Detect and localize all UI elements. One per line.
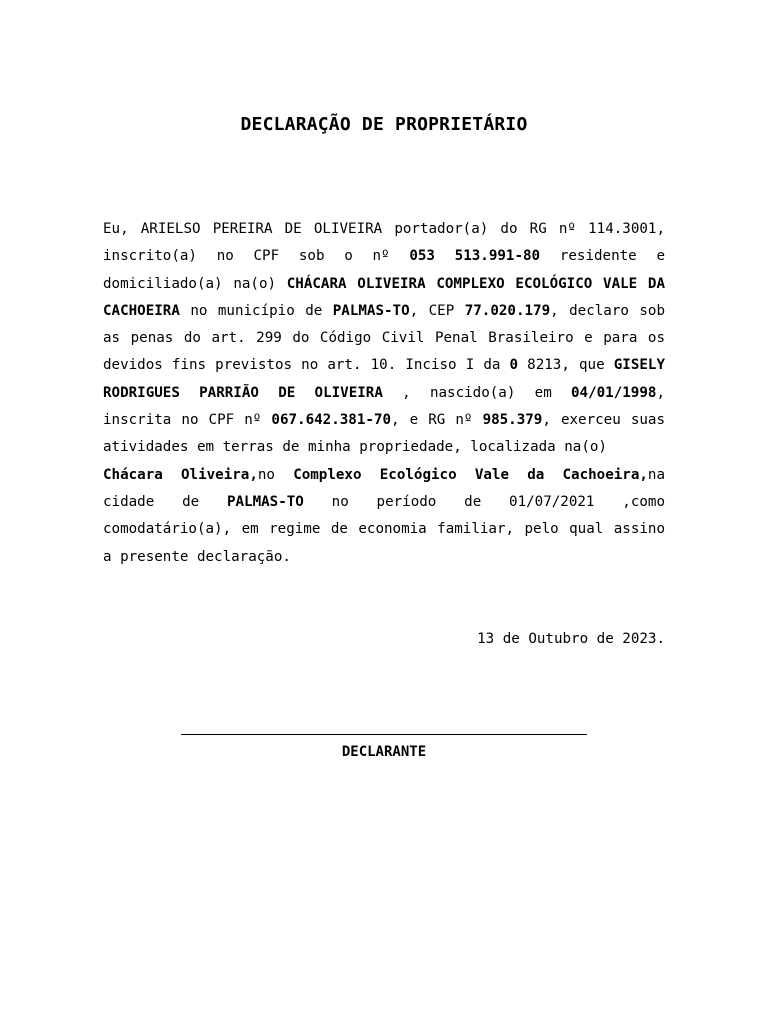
complex-name: Complexo Ecológico Vale da Cachoeira, [293, 466, 648, 483]
document-title: DECLARAÇÃO DE PROPRIETÁRIO [240, 114, 528, 135]
address: CHÁCARA OLIVEIRA COMPLEXO ECOLÓGICO VALE DA CACHOEIRA [103, 275, 666, 319]
text-segment: , e RG nº [391, 412, 483, 429]
rg-comodatario: 985.379 [482, 412, 543, 429]
cpf-declarante: 053 513.991-80 [409, 248, 541, 265]
declaration-paragraph-2 [103, 462, 665, 571]
text-segment: na cidade de [103, 466, 665, 510]
text-segment: , inscrita no CPF nº [103, 384, 665, 429]
text-segment: , declaro sob as penas do art. 299 do Código Civil Penal Brasileiro e para os devidos fins previstos no art. 10. Inciso I da [103, 302, 665, 374]
text-segment: no [257, 466, 294, 483]
postal-code: 77.020.179 [464, 302, 551, 319]
city: PALMAS-TO [226, 493, 304, 510]
law-number: 0 [509, 357, 519, 374]
text-segment: Eu, ARIELSO PEREIRA DE OLIVEIRA portador(a) do RG nº 114.3001, inscrito(a) no CPF sob o nº [103, 221, 665, 265]
municipality: PALMAS-TO [332, 302, 410, 319]
text-segment: residente e domiciliado(a) na(o) [103, 248, 665, 292]
signature-label: DECLARANTE [341, 744, 427, 760]
signature-line [181, 734, 587, 735]
text-segment: , nascido(a) em [382, 384, 572, 401]
birth-date: 04/01/1998 [571, 384, 657, 401]
cpf-comodatario: 067.642.381-70 [271, 412, 392, 429]
farm-name: Chácara Oliveira, [103, 466, 258, 483]
declaration-paragraph-1 [103, 216, 665, 462]
declaration-date: 13 de Outubro de 2023. [477, 631, 665, 647]
declaration-body [103, 216, 665, 571]
text-segment: no município de [179, 302, 333, 319]
text-segment: , exerceu suas atividades em terras de minha propriedade, localizada na(o) [103, 412, 666, 456]
text-segment: no período de 01/07/2021 ,como comodatário(a), em regime de economia familiar, pelo qual assino a presente declaração. [103, 493, 665, 565]
comodatario-name: GISELY RODRIGUES PARRIÃO DE OLIVEIRA [103, 357, 665, 401]
text-segment: , CEP [409, 302, 465, 319]
text-segment: 8213, que [518, 357, 614, 374]
